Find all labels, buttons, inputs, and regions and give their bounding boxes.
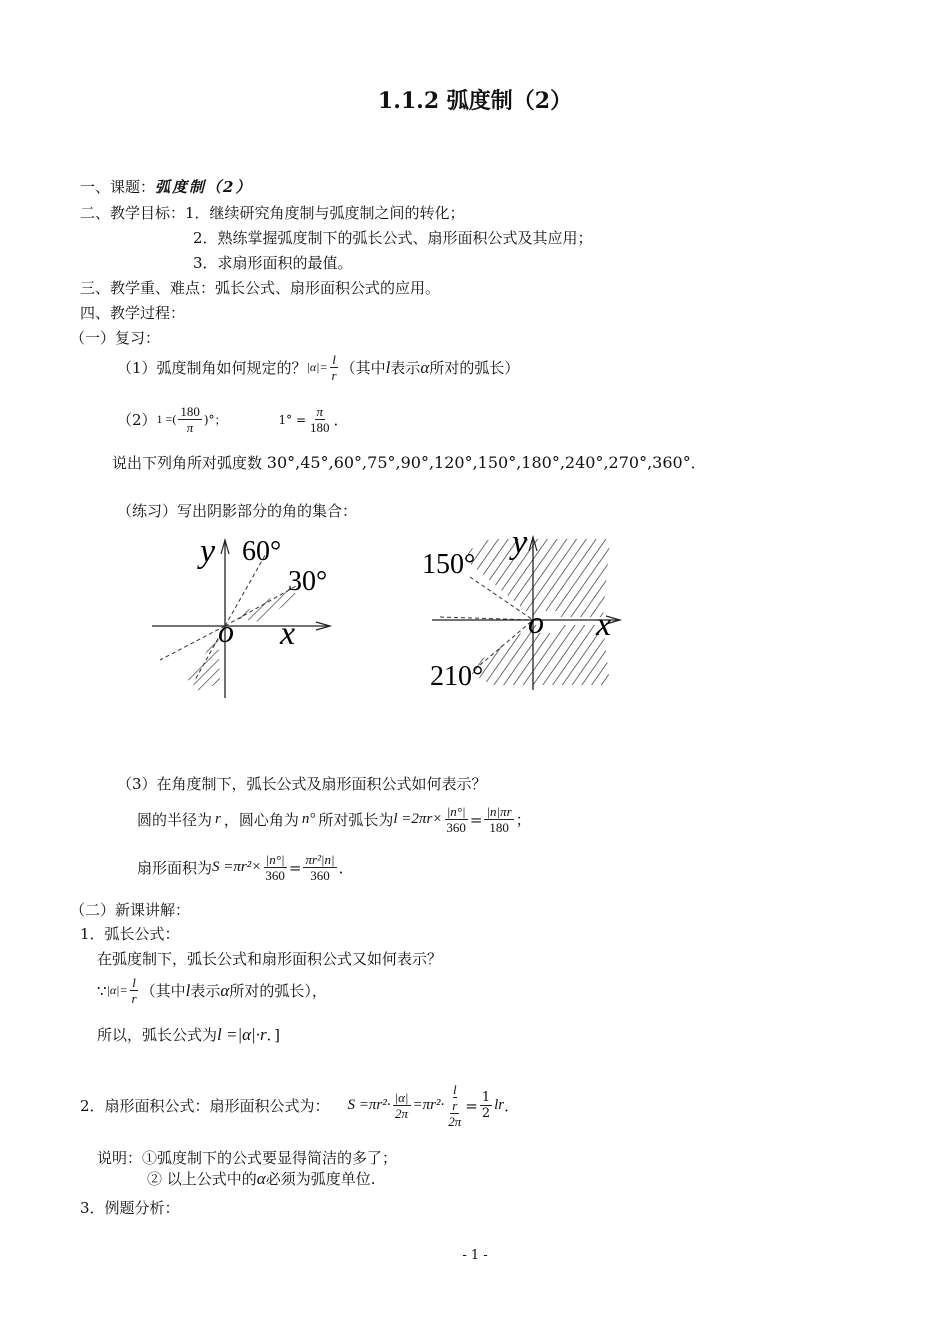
q3-text: 说出下列角所对弧度数 (112, 454, 263, 472)
key-points: 三、教学重、难点：弧长公式、扇形面积公式的应用。 (80, 279, 441, 297)
right-angle-150: 150° (422, 549, 476, 580)
topic-value: 弧度制（2） (155, 178, 253, 196)
question-3: 说出下列角所对弧度数 30°,45°,60°,75°,90°,120°,150°,180°,240°,270°,360°． (112, 453, 706, 472)
q2-text: （2） (117, 411, 157, 429)
right-angle-figure (420, 525, 630, 695)
topic-label: 一、课题： (80, 178, 156, 196)
note-2: ② 以上公式中的 α 必须为弧度单位. (147, 1168, 376, 1188)
goal-line-2: 2．熟练掌握弧度制下的弧长公式、扇形面积公式及其应用； (193, 229, 593, 247)
left-angle-figure (140, 530, 340, 705)
new-lesson-heading: （二）新课讲解： (70, 901, 191, 919)
q1-text: （1）弧度制角如何规定的？ (117, 359, 307, 377)
sector-area-formula: 2．扇形面积公式：扇形面积公式为： S =πr²· $\frac{|\alpha|}{2\pi}$ =πr²· l r 2π = $\frac{1}{2}$ lr ． (80, 1082, 520, 1129)
page-number: - 1 - (462, 1248, 488, 1263)
goal-line-3: 3．求扇形面积的最值。 (193, 254, 353, 272)
left-y-label: y (200, 533, 216, 570)
arc-length-question: 在弧度制下，弧长公式和扇形面积公式又如何表示？ (97, 950, 443, 968)
right-x-label: x (596, 606, 612, 643)
q2-period: ． (333, 411, 349, 429)
note-1: 说明：①弧度制下的公式要显得简洁的多了； (97, 1149, 398, 1167)
right-angle-210: 210° (430, 661, 484, 692)
q1-l-symbol: l (385, 357, 391, 377)
review-heading: （一）复习： (70, 329, 161, 347)
examples-heading: 3．例题分析： (80, 1199, 180, 1217)
question-2 (117, 404, 349, 435)
q1-fraction: $\frac{l}{r}$ (331, 352, 337, 383)
question-4: （3）在角度制下，弧长公式及扇形面积公式如何表示？ (117, 775, 487, 793)
arc-length-heading: 1．弧长公式： (80, 925, 180, 943)
arc-length-formula: 所以，弧长公式为 l =|α|·r ．] (97, 1024, 280, 1044)
page-title: 1.1.2 弧度制（2） (377, 88, 573, 114)
exercise-heading: （练习）写出阴影部分的角的集合： (117, 502, 358, 520)
q2-fraction-1: $\frac{180}{\pi}$ (180, 404, 200, 435)
q2-formula-1: 1 =( (156, 412, 177, 426)
q2-fraction-2: $\frac{\pi}{180}$ (310, 404, 330, 435)
degree-area-formula: 扇形面积为 S =πr²× $\frac{|n^\circ|}{360}$ = $\frac{\text{πr²|n|}}{360}$ ． (137, 852, 354, 883)
left-x-label: x (280, 615, 296, 652)
q3-angles: 30°,45°,60°,75°,90°,120°,150°,180°,240°,270°,360° (266, 453, 691, 472)
process-heading: 四、教学过程： (80, 304, 186, 322)
left-angle-30: 30° (288, 566, 328, 597)
q2-formula-1-end: )°； (203, 413, 227, 427)
q1-formula: |α|= (306, 360, 328, 374)
left-origin-label: o (218, 613, 234, 649)
left-angle-60: 60° (242, 536, 282, 567)
q1-text-c: 表示 (390, 359, 421, 377)
q2-formula-2: 1° = (278, 412, 307, 427)
goal-line-1: 二、教学目标：1．继续研究角度制与弧度制之间的转化； (80, 204, 465, 222)
degree-arc-formula: 圆的半径为 r ，圆心角为 n° 所对弧长为 l =2πr× $\frac{|n^\circ|}{360}$ = $\frac{|n|\pi r}{180}$ ； (137, 804, 531, 835)
question-1 (117, 352, 519, 383)
because-line: ∵ |α|= $\frac{l}{r}$ （其中 l 表示 α 所对的弧长）， (97, 975, 327, 1006)
q1-text-b: （其中 (340, 359, 386, 377)
topic-line (80, 176, 252, 197)
right-y-label: y (512, 525, 528, 561)
q1-alpha-symbol: α (420, 357, 430, 377)
right-origin-label: o (528, 604, 544, 640)
q1-text-d: 所对的弧长） (429, 359, 520, 377)
